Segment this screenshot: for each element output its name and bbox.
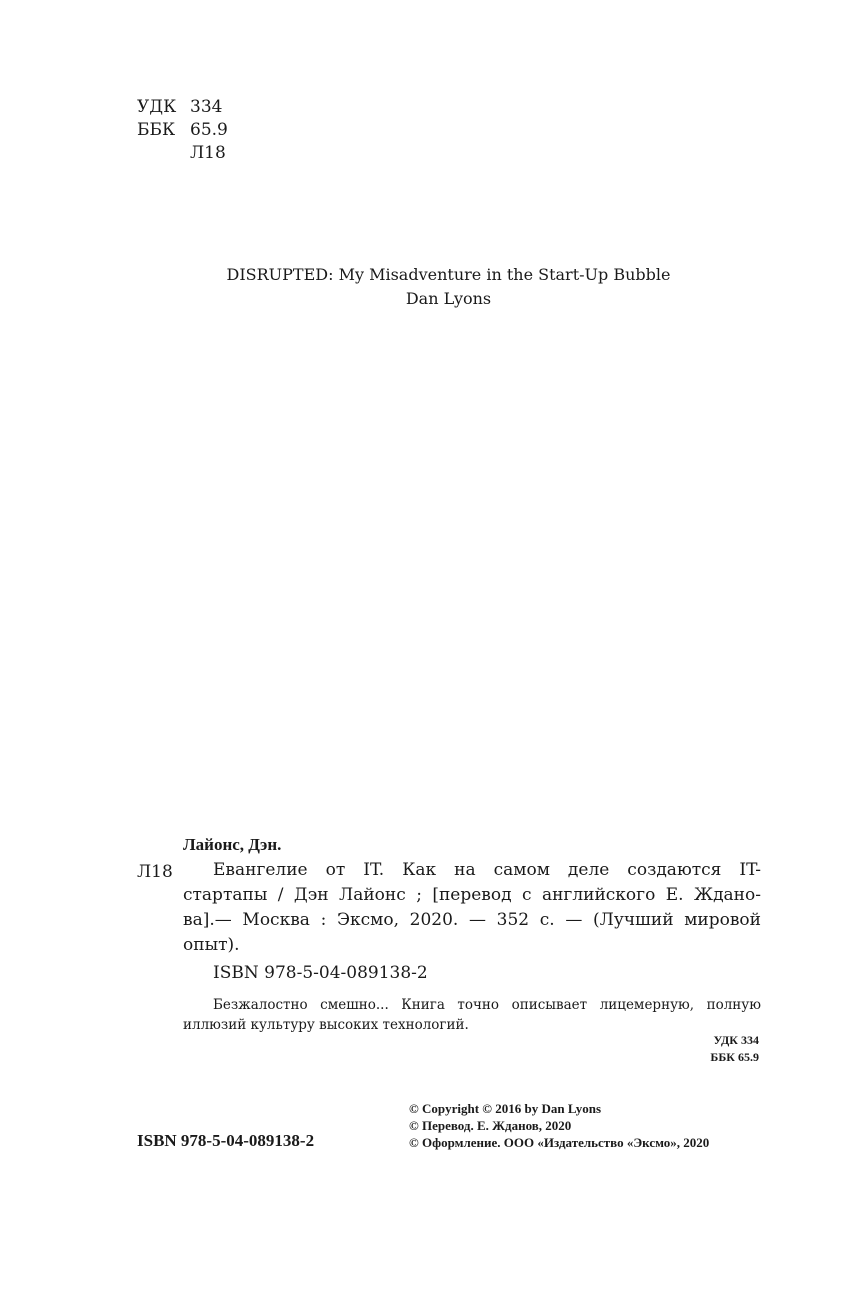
copyright-line: © Copyright © 2016 by Dan Lyons	[409, 1101, 602, 1116]
description-line: стартапы / Дэн Лайонс ; [перевод с английского Е. Ждано-	[183, 885, 761, 905]
description-line: опыт).	[183, 935, 240, 955]
bbk-value: 65.9	[190, 120, 228, 140]
catalog-author-mark: Л18	[137, 862, 173, 882]
footer-isbn: ISBN 978-5-04-089138-2	[137, 1131, 315, 1150]
bbk-label: ББК	[137, 120, 176, 140]
original-author: Dan Lyons	[405, 289, 492, 308]
catalog-isbn: ISBN 978-5-04-089138-2	[213, 963, 428, 983]
catalog-bbk: ББК 65.9	[710, 1050, 759, 1064]
catalog-annotation	[183, 995, 761, 1035]
copyright-line: © Перевод. Е. Жданов, 2020	[409, 1118, 572, 1133]
udk-label: УДК	[137, 97, 177, 117]
author-mark: Л18	[190, 143, 226, 163]
annotation-line: иллюзий культуру высоких технологий.	[183, 1017, 469, 1033]
catalog-udk: УДК 334	[713, 1033, 759, 1047]
original-title: DISRUPTED: My Misadventure in the Start-Up Bubble	[226, 265, 671, 284]
description-line: Евангелие от IT. Как на самом деле создаются IT-	[213, 860, 761, 880]
udk-value: 334	[190, 97, 223, 117]
catalog-description	[183, 858, 761, 958]
description-line: ва].— Москва : Эксмо, 2020. — 352 с. — (Лучший мировой	[183, 910, 761, 930]
copyright-line: © Оформление. ООО «Издательство «Эксмо», 2020	[409, 1135, 710, 1150]
annotation-line: Безжалостно смешно... Книга точно описывает лицемерную, полную	[213, 997, 761, 1013]
catalog-author-heading: Лайонс, Дэн.	[183, 835, 282, 854]
